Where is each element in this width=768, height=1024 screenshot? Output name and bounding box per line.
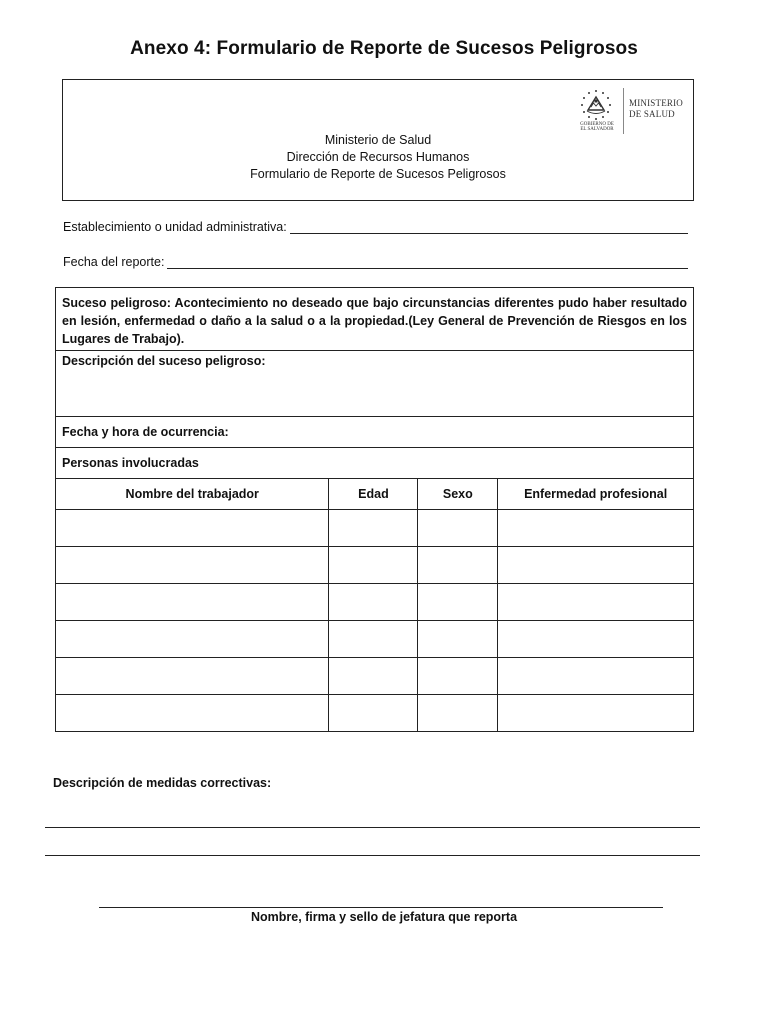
establecimiento-field xyxy=(63,220,688,234)
fecha-reporte-input-line[interactable] xyxy=(167,256,688,269)
corrective-measures-line-1[interactable] xyxy=(45,827,700,828)
name-cell[interactable] xyxy=(56,658,329,695)
age-cell[interactable] xyxy=(329,658,418,695)
fecha-reporte-label: Fecha del reporte: xyxy=(63,255,165,269)
table-row xyxy=(56,658,694,695)
table-row xyxy=(56,621,694,658)
date-time-label: Fecha y hora de ocurrencia: xyxy=(62,425,229,439)
signature-label: Nombre, firma y sello de jefatura que reporta xyxy=(250,910,518,924)
disease-cell[interactable] xyxy=(498,695,694,732)
age-cell[interactable] xyxy=(329,510,418,547)
age-cell[interactable] xyxy=(329,621,418,658)
header-line-ministry: Ministerio de Salud xyxy=(324,133,432,147)
table-row xyxy=(56,584,694,621)
sex-cell[interactable] xyxy=(418,621,498,658)
establecimiento-input-line[interactable] xyxy=(290,221,688,234)
logo-divider xyxy=(623,88,624,134)
corrective-measures-line-2[interactable] xyxy=(45,855,700,856)
header-text xyxy=(63,132,693,183)
hazard-report-table xyxy=(55,287,694,732)
age-cell[interactable] xyxy=(329,547,418,584)
disease-cell[interactable] xyxy=(498,584,694,621)
ministry-logo xyxy=(575,86,683,136)
sex-cell[interactable] xyxy=(418,584,498,621)
disease-cell[interactable] xyxy=(498,547,694,584)
disease-cell[interactable] xyxy=(498,658,694,695)
age-cell[interactable] xyxy=(329,695,418,732)
name-cell[interactable] xyxy=(56,547,329,584)
establecimiento-label: Establecimiento o unidad administrativa: xyxy=(63,220,287,234)
ministry-wordmark: MINISTERIO DE SALUD xyxy=(629,98,683,119)
sex-cell[interactable] xyxy=(418,510,498,547)
column-header-sex: Sexo xyxy=(418,479,498,510)
description-label: Descripción del suceso peligroso: xyxy=(62,354,266,368)
date-time-cell[interactable] xyxy=(56,417,694,448)
corrective-measures-label: Descripción de medidas correctivas: xyxy=(53,776,272,790)
header-box xyxy=(62,79,694,201)
sex-cell[interactable] xyxy=(418,658,498,695)
sex-cell[interactable] xyxy=(418,695,498,732)
signature-line[interactable] xyxy=(99,907,663,908)
name-cell[interactable] xyxy=(56,510,329,547)
fecha-reporte-field xyxy=(63,255,688,269)
table-row xyxy=(56,510,694,547)
table-row xyxy=(56,695,694,732)
sex-cell[interactable] xyxy=(418,547,498,584)
header-line-form-name: Formulario de Reporte de Sucesos Peligrosos xyxy=(250,167,506,181)
column-header-name: Nombre del trabajador xyxy=(56,479,329,510)
persons-involved-cell xyxy=(56,448,694,479)
description-cell[interactable] xyxy=(56,351,694,417)
age-cell[interactable] xyxy=(329,584,418,621)
page-title: Anexo 4: Formulario de Reporte de Sucesos Peligrosos xyxy=(130,38,638,59)
disease-cell[interactable] xyxy=(498,510,694,547)
el-salvador-coat-of-arms-icon xyxy=(579,88,613,122)
persons-header-row xyxy=(56,479,694,510)
persons-involved-label: Personas involucradas xyxy=(62,456,199,470)
header-line-direction: Dirección de Recursos Humanos xyxy=(286,150,470,164)
name-cell[interactable] xyxy=(56,695,329,732)
table-row xyxy=(56,547,694,584)
definition-cell: Suceso peligroso: Acontecimiento no deseado que bajo circunstancias diferentes pudo haber resultado en lesión, enfermedad o daño a la salud o a la propiedad.(Ley General de Prevención de Riesgos en los Lugares de Trabajo). xyxy=(56,288,694,351)
column-header-occupational-disease: Enfermedad profesional xyxy=(498,479,694,510)
name-cell[interactable] xyxy=(56,621,329,658)
name-cell[interactable] xyxy=(56,584,329,621)
disease-cell[interactable] xyxy=(498,621,694,658)
government-wordmark: GOBIERNO DE EL SALVADOR xyxy=(580,122,614,132)
column-header-age: Edad xyxy=(329,479,418,510)
